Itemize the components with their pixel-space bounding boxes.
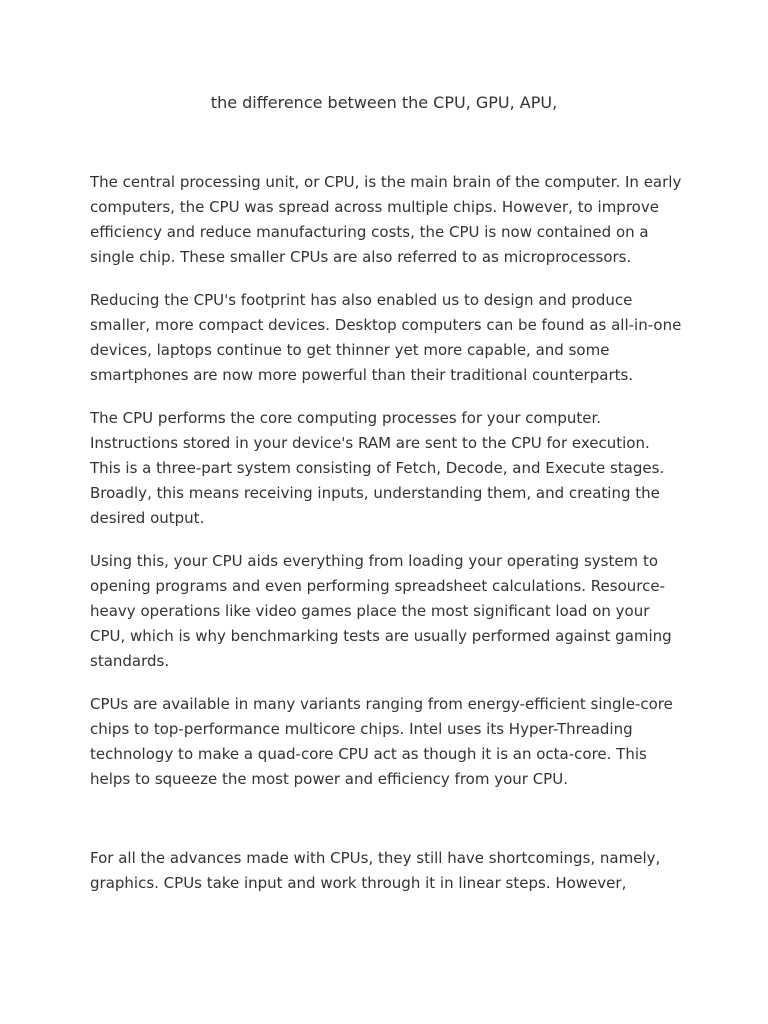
document-body: [90, 170, 682, 914]
paragraph: The central processing unit, or CPU, is the main brain of the computer. In early computers, the CPU was spread across multiple chips. However, to improve efficiency and reduce manufacturing costs, the CPU is now contained on a single chip. These smaller CPUs are also referred to as microprocessors.: [90, 173, 682, 266]
paragraph: Reducing the CPU's footprint has also enabled us to design and produce smaller, more compact devices. Desktop computers can be found as all-in-one devices, laptops continue to get thinner yet more capable, and some smartphones are now more powerful than their traditional counterparts.: [90, 291, 682, 384]
paragraph: CPUs are available in many variants ranging from energy-efficient single-core chips to top-performance multicore chips. Intel uses its Hyper-Threading technology to make a quad-core CPU act as though it is an octa-core. This helps to squeeze the most power and efficiency from your CPU.: [90, 695, 673, 788]
paragraph: Using this, your CPU aids everything from loading your operating system to opening programs and even performing spreadsheet calculations. Resource-heavy operations like video games place the most significant load on your CPU, which is why benchmarking tests are usually performed against gaming standards.: [90, 552, 672, 670]
paragraph: For all the advances made with CPUs, they still have shortcomings, namely, graphics. CPUs take input and work through it in linear steps. However,: [90, 849, 661, 892]
paragraph: The CPU performs the core computing processes for your computer. Instructions stored in your device's RAM are sent to the CPU for execution. This is a three-part system consisting of Fetch, Decode, and Execute stages. Broadly, this means receiving inputs, understanding them, and creating the desired output.: [90, 409, 665, 527]
document-title: the difference between the CPU, GPU, APU,: [210, 93, 558, 112]
